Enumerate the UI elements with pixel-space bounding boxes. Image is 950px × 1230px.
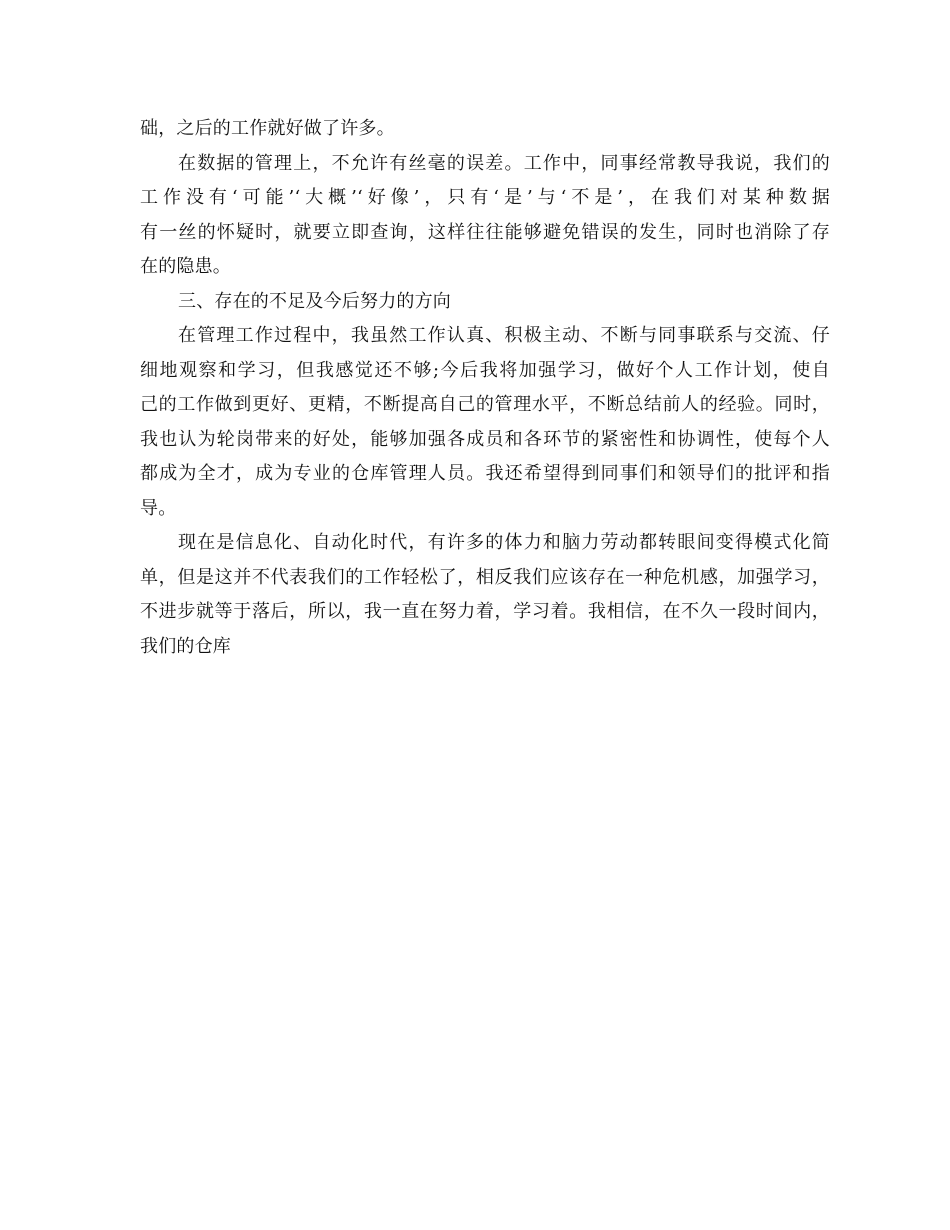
text-line <box>140 457 830 492</box>
paragraph-first-line <box>140 526 830 561</box>
paragraph-first-line <box>140 147 830 182</box>
text-line-content: 在数据的管理上，不允许有丝毫的误差。工作中，同事经常教导我说，我们的 <box>178 152 830 174</box>
text-line-content: 都成为全才，成为专业的仓库管理人员。我还希望得到同事们和领导们的批评和指 <box>140 463 830 484</box>
text-line-content: 单，但是这并不代表我们的工作轻松了，相反我们应该存在一种危机感，加强学习， <box>140 566 830 588</box>
text-line-content: 我们的仓库 <box>140 635 231 657</box>
text-line-content: 工作没有‘可能’‘大概’‘好像’，只有‘是’与‘不是’，在我们对某种数据 <box>140 187 830 208</box>
section-heading-text: 三、存在的不足及今后努力的方向 <box>178 290 451 312</box>
text-line <box>140 250 830 285</box>
paragraph-first-line <box>140 319 830 354</box>
text-line-content: 础，之后的工作就好做了许多。 <box>140 118 395 139</box>
text-line <box>140 216 830 251</box>
text-line <box>140 388 830 423</box>
text-line <box>140 630 830 665</box>
text-line <box>140 354 830 389</box>
document-body <box>140 112 830 664</box>
text-line-content: 己的工作做到更好、更精，不断提高自己的管理水平，不断总结前人的经验。同时， <box>140 394 830 415</box>
text-line-content: 在的隐患。 <box>140 256 231 277</box>
text-line-content: 不进步就等于落后，所以，我一直在努力着，学习着。我相信，在不久一段时间内， <box>140 601 830 622</box>
text-line <box>140 181 830 216</box>
text-line-content: 在管理工作过程中，我虽然工作认真、积极主动、不断与同事联系与交流、仔 <box>178 325 830 346</box>
text-line <box>140 492 830 527</box>
text-line <box>140 112 830 147</box>
text-line-content: 细地观察和学习，但我感觉还不够;今后我将加强学习，做好个人工作计划，使自 <box>140 359 830 381</box>
text-line <box>140 561 830 596</box>
section-heading <box>140 285 830 320</box>
text-line-content: 现在是信息化、自动化时代，有许多的体力和脑力劳动都转眼间变得模式化简 <box>178 532 830 553</box>
text-line-content: 导。 <box>140 497 177 519</box>
text-line <box>140 423 830 458</box>
text-line <box>140 595 830 630</box>
text-line-content: 我也认为轮岗带来的好处，能够加强各成员和各环节的紧密性和协调性，使每个人 <box>140 428 830 450</box>
text-line-content: 有一丝的怀疑时，就要立即查询，这样往往能够避免错误的发生，同时也消除了存 <box>140 221 830 243</box>
